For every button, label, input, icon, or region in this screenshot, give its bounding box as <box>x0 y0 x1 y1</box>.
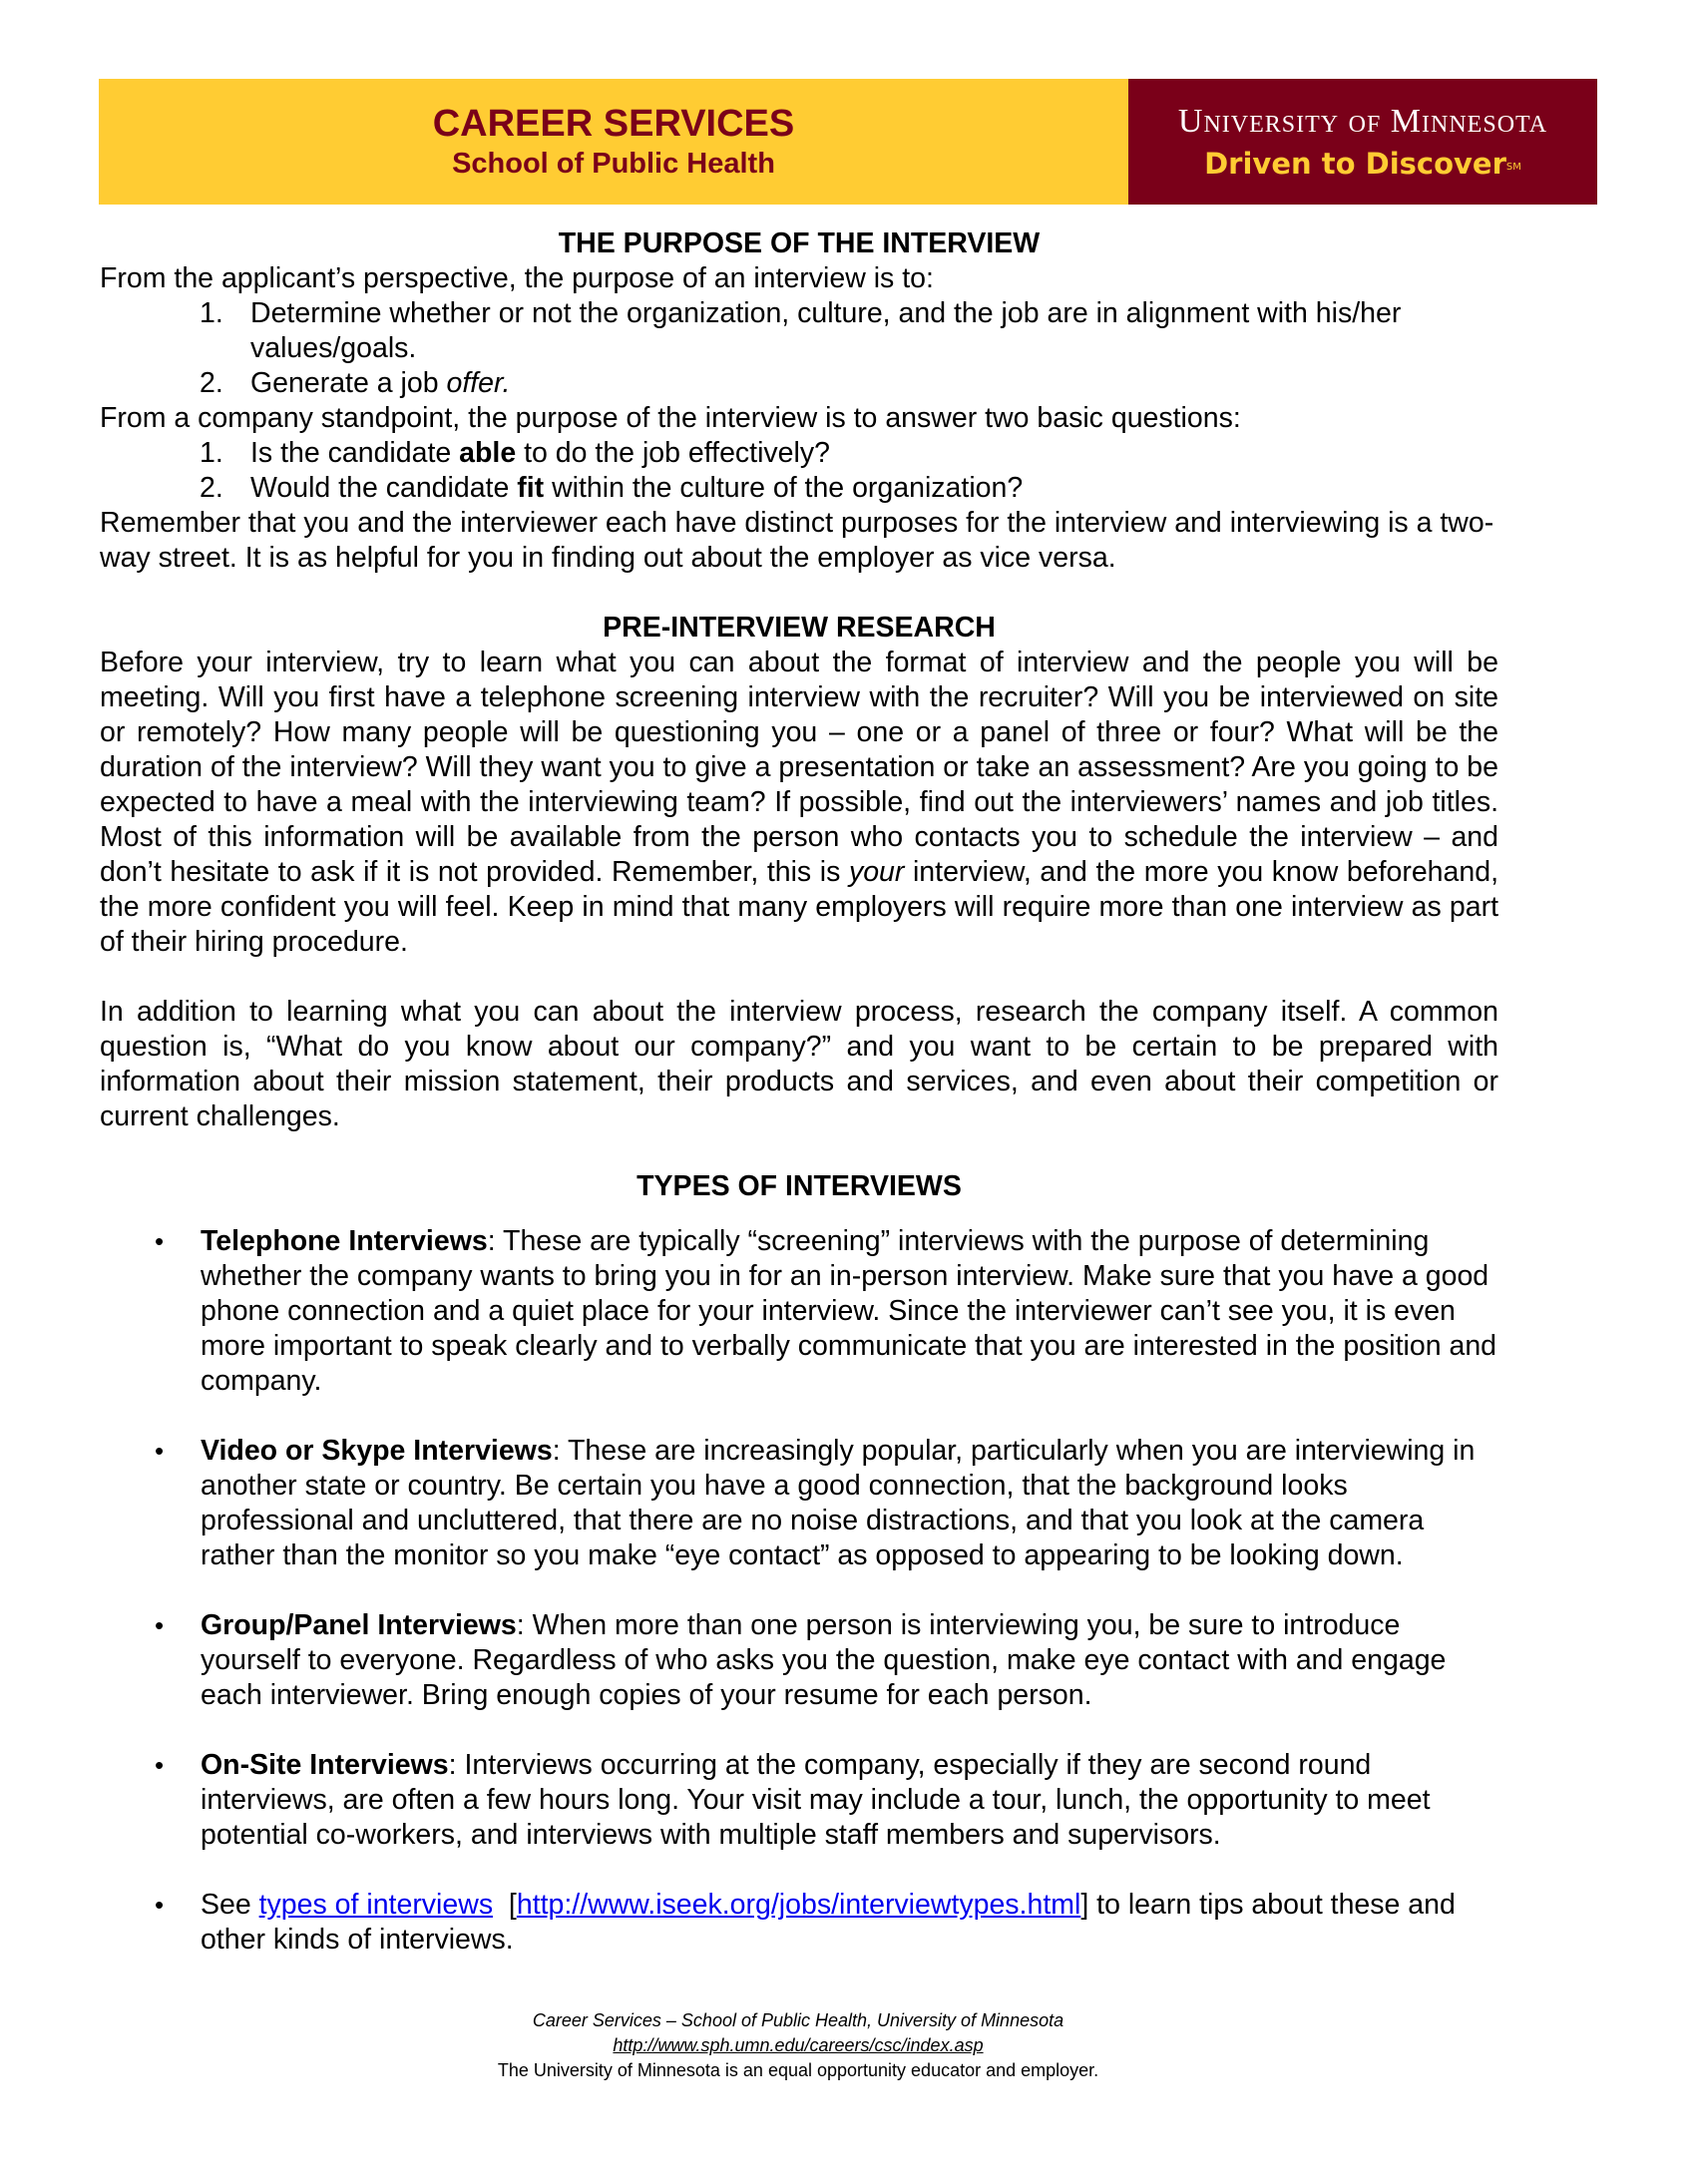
list-item: 1. Determine whether or not the organization, culture, and the job are in alignment with his/her values/goals. <box>200 297 1402 364</box>
bullet-icon: • <box>155 1750 165 1780</box>
page-footer <box>0 2008 1596 2083</box>
heading-types: TYPES OF INTERVIEWS <box>636 1170 962 1202</box>
research-paragraph-1: Before your interview, try to learn what you can about the format of interview and the people you will be meeting. Will you first have a telephone screening interview with the recruiter? Will you be interviewed on site or remotely? How many people will be questioning you – one or a panel of three or four? What will be the duration of the interview? Will they want you to give a presentation or take an assessment? Are you going to be expected to have a meal with the interviewing team? If possible, find out the interviewers’ names and job titles. Most of this information will be available from the person who contacts you to schedule the interview – and don’t hesitate to ask if it is not provided. Remember, this is your interview, and the more you know beforehand, the more confident you will feel. Keep in mind that many employers will require more than one interview as part of their hiring procedure. <box>100 647 1498 958</box>
university-logo <box>1128 79 1597 205</box>
footer-org: Career Services – School of Public Health, University of Minnesota <box>532 2010 1064 2030</box>
list-item-video: • Video or Skype Interviews: These are increasingly popular, particularly when you are interviewing in another state or country. Be certain you have a good connection, that the background looks professional and uncluttered, that there are no noise distractions, and that you look at the camera rather than the monitor so you make “eye contact” as opposed to appearing to be looking down. <box>155 1435 1476 1571</box>
iseek-url-link[interactable]: http://www.iseek.org/jobs/interviewtypes.html <box>516 1889 1081 1921</box>
remember-paragraph: Remember that you and the interviewer each have distinct purposes for the interview and interviewing is a two-way street. It is as helpful for you in finding out about the employer as vice versa. <box>100 507 1494 574</box>
career-services-block <box>99 79 1128 205</box>
heading-research: PRE-INTERVIEW RESEARCH <box>603 612 996 644</box>
list-item-onsite: • On-Site Interviews: Interviews occurring at the company, especially if they are second round interviews, are often a few hours long. Your visit may include a tour, lunch, the opportunity to meet potential co-workers, and interviews with multiple staff members and supervisors. <box>155 1749 1431 1851</box>
list-item-telephone: • Telephone Interviews: These are typically “screening” interviews with the purpose of determining whether the company wants to bring you in for an in-person interview. Make sure that you have a good phone connection and a quiet place for your interview. Since the interviewer can’t see you, it is even more important to speak clearly and to verbally communicate that you are interested in the position and company. <box>155 1225 1497 1397</box>
list-item-see-more: • See types of interviews [http://www.iseek.org/jobs/interviewtypes.html] to learn tips about these and other kinds of interviews. <box>155 1889 1456 1956</box>
header-title: CAREER SERVICES <box>432 103 795 145</box>
list-item-group: • Group/Panel Interviews: When more than one person is interviewing you, be sure to introduce yourself to everyone. Regardless of who asks you the question, make eye contact with and engage each interviewer. Bring enough copies of your resume for each person. <box>155 1609 1447 1711</box>
service-mark: SM <box>1505 162 1521 173</box>
company-intro: From a company standpoint, the purpose of the interview is to answer two basic questions: <box>100 402 1241 434</box>
company-list <box>100 436 1498 506</box>
header-subtitle: School of Public Health <box>452 148 775 180</box>
interview-types-list <box>100 1224 1498 1958</box>
bullet-icon: • <box>155 1890 165 1920</box>
applicant-list <box>100 296 1498 401</box>
bullet-icon: • <box>155 1610 165 1640</box>
list-item: 1. Is the candidate able to do the job effectively? <box>200 437 830 469</box>
list-item: 2. Generate a job offer. <box>200 367 511 399</box>
footer-url-link[interactable]: http://www.sph.umn.edu/careers/csc/index.asp <box>613 2035 984 2055</box>
university-tagline: Driven to Discover℠ <box>1204 147 1521 181</box>
types-of-interviews-link[interactable]: types of interviews <box>258 1889 494 1921</box>
university-name: University of Minnesota <box>1177 103 1548 140</box>
list-item: 2. Would the candidate fit within the culture of the organization? <box>200 472 1024 504</box>
footer-equal-opportunity: The University of Minnesota is an equal opportunity educator and employer. <box>497 2060 1099 2080</box>
research-paragraph-2: In addition to learning what you can about the interview process, research the company itself. A common question is, “What do you know about our company?” and you want to be certain to be prepared with information about their mission statement, their products and services, and even about their competition or current challenges. <box>100 996 1498 1132</box>
bullet-icon: • <box>155 1436 165 1466</box>
document-body <box>100 226 1498 1958</box>
header-banner <box>99 79 1597 205</box>
bullet-icon: • <box>155 1226 165 1256</box>
applicant-intro: From the applicant’s perspective, the purpose of an interview is to: <box>100 262 934 294</box>
heading-purpose: THE PURPOSE OF THE INTERVIEW <box>558 227 1041 259</box>
